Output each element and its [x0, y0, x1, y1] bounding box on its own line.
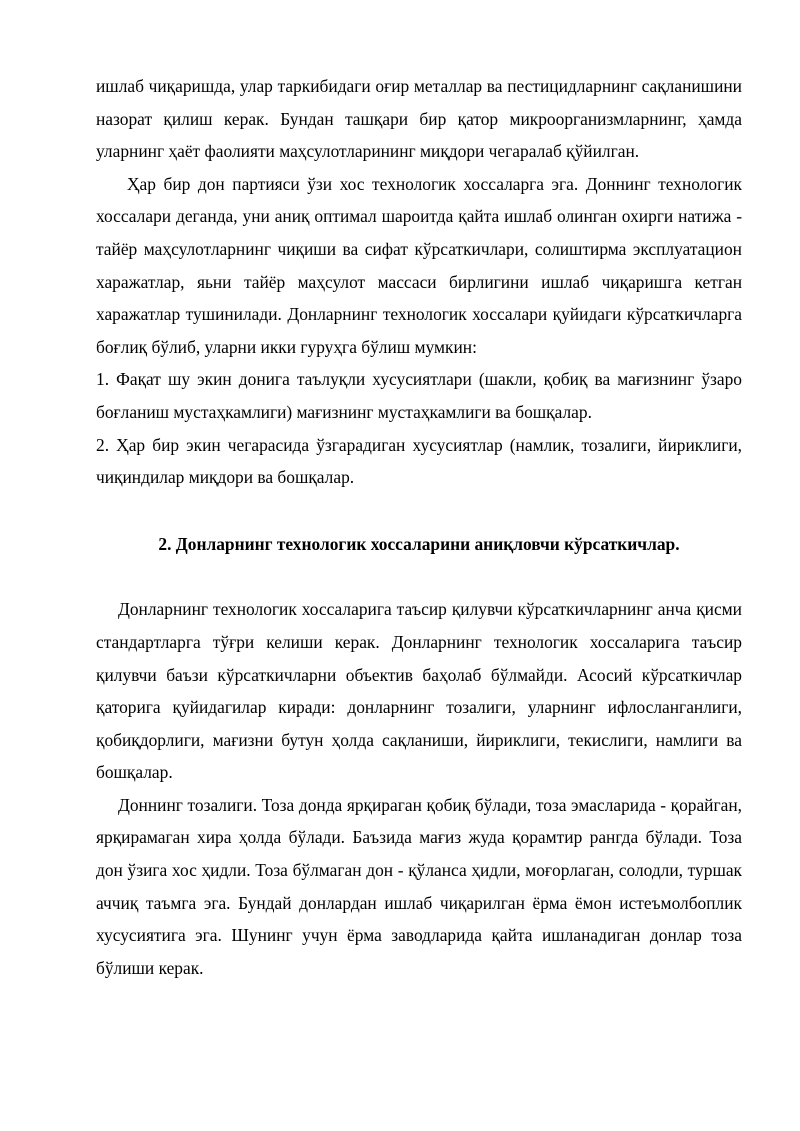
list-item: 1. Фақат шу экин донига таълуқли хусусиятлари (шакли, қобиқ ва мағизнинг ўзаро боғланиш мустаҳкамлиги) мағизнинг мустаҳкамлиги ва бошқалар.	[96, 369, 742, 422]
paragraph: Доннинг тозалиги. Тоза донда ярқираган қобиқ бўлади, тоза эмасларида - қорайган, ярқирамаган хира ҳолда бўлади. Баъзида мағиз жуда қорамтир рангда бўлади. Тоза дон ўзига хос ҳидли. Тоза бўлмаган дон - қўланса ҳидли, моғорлаган, солодли, туршак аччиқ таъмга эга. Бундай донлардан ишлаб чиқарилган ёрма ёмон истеъмолбоплик хусусиятига эга. Шунинг учун ёрма заводларида қайта ишланадиган донлар тоза бўлиши керак.	[96, 794, 742, 978]
paragraph: Донларнинг технологик хоссаларига таъсир қилувчи кўрсаткичларнинг анча қисми стандартларга тўғри келиши керак. Донларнинг технологик хоссаларига таъсир қилувчи баъзи кўрсаткичларни объектив баҳолаб бўлмайди. Асосий кўрсаткичлар қаторига қуйидагилар киради: донларнинг тозалиги, уларнинг ифлосланганлиги, қобиқдорлиги, мағизни бутун ҳолда сақланиши, йириклиги, текислиги, намлиги ва бошқалар.	[96, 599, 742, 783]
section-heading: 2. Донларнинг технологик хоссаларини аниқловчи кўрсаткичлар.	[158, 533, 680, 554]
document-body	[96, 70, 742, 984]
paragraph: ишлаб чиқаришда, улар таркибидаги оғир металлар ва пестицидларнинг сақланишини назорат қилиш керак. Бундан ташқари бир қатор микроорганизмларнинг, ҳамда уларнинг ҳаёт фаолияти маҳсулотларининг миқдори чегаралаб қўйилган.	[96, 76, 742, 162]
list-item: 2. Ҳар бир экин чегарасида ўзгарадиган хусусиятлар (намлик, тозалиги, йириклиги, чиқиндилар миқдори ва бошқалар.	[96, 434, 742, 488]
paragraph: Ҳар бир дон партияси ўзи хос технологик хоссаларга эга. Доннинг технологик хоссалари деганда, уни аниқ оптимал шароитда қайта ишлаб олинган охирги натижа - тайёр маҳсулотларнинг чиқиши ва сифат кўрсаткичлари, солиштирма эксплуатацион харажатлар, яьни тайёр маҳсулот массаси бирлигини ишлаб чиқаришга кетган харажатлар тушинилади. Донларнинг технологик хоссалари қуйидаги кўрсаткичларга боғлиқ бўлиб, уларни икки гуруҳга бўлиш мумкин:	[96, 173, 742, 357]
